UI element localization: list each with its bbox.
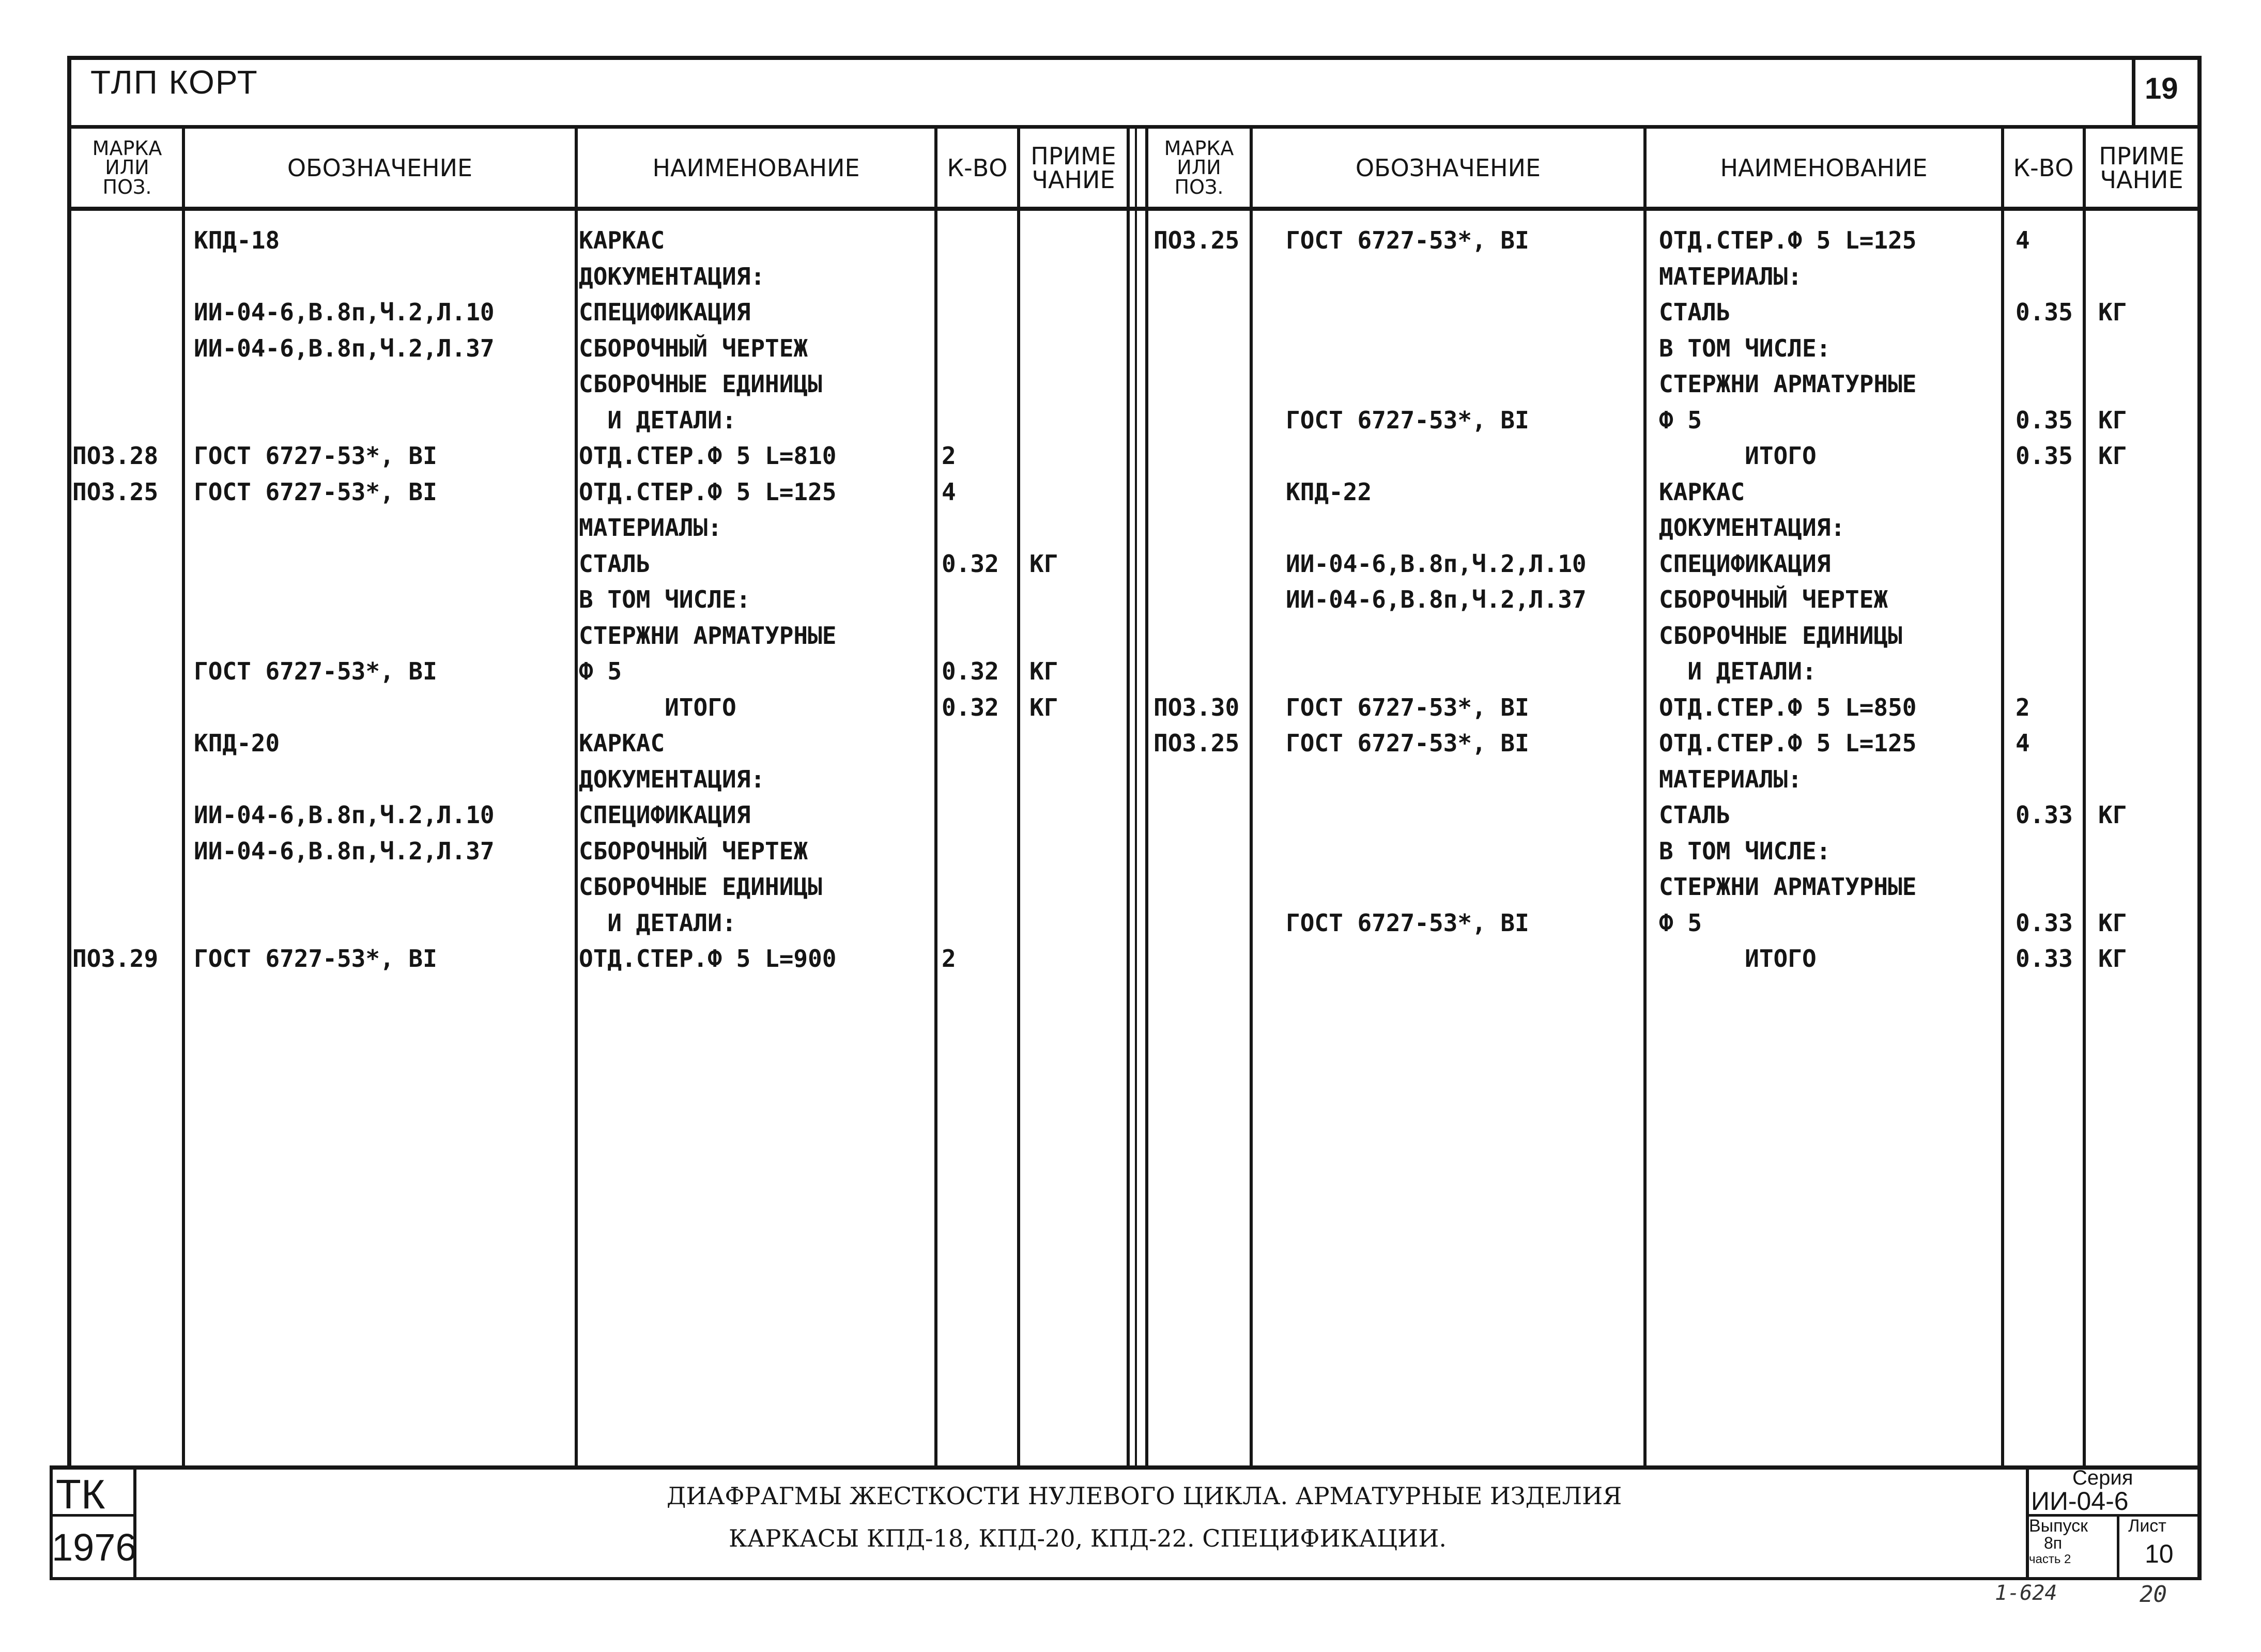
cell-designation: ИИ-04-6,В.8п,Ч.2,Л.10 [1286,549,1587,578]
cell-name: ДОКУМЕНТАЦИЯ: [579,765,765,793]
cell-mark: ПОЗ.28 [72,442,159,470]
cell-name: МАТЕРИАЛЫ: [1659,765,1802,793]
cell-qty: 0.35 [2016,442,2073,470]
cell-name: ИТОГО [1659,945,1817,972]
cell-mark: ПОЗ.25 [72,477,159,506]
cell-name: СТАЛЬ [1659,801,1731,829]
cell-qty: 0.33 [2016,908,2073,937]
cell-name: ОТД.СТЕР.Ф 5 L=810 [579,442,837,470]
cell-name: И ДЕТАЛИ: [1659,657,1817,685]
inventory-number: 1-624 [1995,1581,2057,1605]
cell-name: И ДЕТАЛИ: [579,406,736,434]
cell-qty: 0.32 [942,657,999,685]
header-name: НАИМЕНОВАНИЕ [1720,154,1928,182]
cell-note: КГ [2098,945,2127,972]
cell-designation: КПД-20 [194,729,280,757]
drawing-title-line-2: КАРКАСЫ КПД-18, КПД-20, КПД-22. СПЕЦИФИКАЦИИ. [729,1524,1447,1552]
cell-name: В ТОМ ЧИСЛЕ: [1659,334,1831,362]
cell-name: Ф 5 [1659,908,1702,937]
cell-name: СБОРОЧНЫЕ ЕДИНИЦЫ [579,370,822,398]
cell-name: МАТЕРИАЛЫ: [1659,262,1802,290]
cell-designation: ИИ-04-6,В.8п,Ч.2,Л.37 [194,334,495,362]
cell-name: СПЕЦИФИКАЦИЯ [579,801,751,829]
cell-name: ИТОГО [579,693,736,721]
cell-qty: 0.32 [942,549,999,578]
cell-designation: КПД-18 [194,226,280,254]
cell-note: КГ [2098,801,2127,829]
cell-mark: ПОЗ.29 [72,945,159,972]
cell-qty: 2 [942,442,956,470]
cell-name: СТАЛЬ [1659,298,1731,326]
cell-note: КГ [1029,549,1058,578]
cell-designation: ИИ-04-6,В.8п,Ч.2,Л.10 [194,801,495,829]
cell-name: СПЕЦИФИКАЦИЯ [579,298,751,326]
issue-value: 8п [2044,1534,2063,1552]
cell-name: Ф 5 [579,657,622,685]
cell-qty: 2 [2016,693,2030,721]
cell-designation: ИИ-04-6,В.8п,Ч.2,Л.37 [1286,585,1587,613]
cell-designation: ГОСТ 6727-53*, BI [194,442,437,470]
cell-name: СБОРОЧНЫЙ ЧЕРТЕЖ [1659,585,1888,613]
header-qty: К-ВО [2013,154,2074,182]
cell-name: В ТОМ ЧИСЛЕ: [1659,837,1831,865]
cell-note: КГ [1029,693,1058,721]
header-designation: ОБОЗНАЧЕНИЕ [1355,154,1541,182]
cell-note: КГ [2098,908,2127,937]
cell-qty: 0.35 [2016,298,2073,326]
cell-name: ДОКУМЕНТАЦИЯ: [1659,514,1845,542]
cell-qty: 0.35 [2016,406,2073,434]
org-stamp: ТЛП КОРТ [90,64,258,101]
cell-designation: ИИ-04-6,В.8п,Ч.2,Л.37 [194,837,495,865]
cell-mark: ПОЗ.25 [1153,226,1240,254]
drawing-title-line-1: ДИАФРАГМЫ ЖЕСТКОСТИ НУЛЕВОГО ЦИКЛА. АРМАТУРНЫЕ ИЗДЕЛИЯ [667,1482,1622,1510]
cell-note: КГ [1029,657,1058,685]
cell-name: В ТОМ ЧИСЛЕ: [579,585,751,613]
cell-name: СТЕРЖНИ АРМАТУРНЫЕ [1659,370,1917,398]
cell-name: И ДЕТАЛИ: [579,908,736,937]
header-mark: МАРКА ИЛИ ПОЗ. [1164,137,1234,198]
cell-name: КАРКАС [1659,477,1745,506]
series-label: Серия [2072,1466,2133,1489]
cell-name: СПЕЦИФИКАЦИЯ [1659,549,1831,578]
cell-qty: 0.33 [2016,945,2073,972]
header-qty: К-ВО [947,154,1008,182]
series-value: ИИ-04-6 [2031,1487,2129,1516]
cell-mark: ПОЗ.30 [1153,693,1240,721]
cell-designation: ГОСТ 6727-53*, BI [1286,729,1529,757]
cell-designation: ГОСТ 6727-53*, BI [1286,693,1529,721]
cell-name: ОТД.СТЕР.Ф 5 L=850 [1659,693,1917,721]
page-number: 20 [2140,1581,2167,1608]
cell-designation: ГОСТ 6727-53*, BI [194,657,437,685]
cell-name: СТЕРЖНИ АРМАТУРНЫЕ [1659,873,1917,901]
cell-designation: ГОСТ 6727-53*, BI [1286,226,1529,254]
cell-name: СБОРОЧНЫЙ ЧЕРТЕЖ [579,837,808,865]
header-note: ПРИМЕ ЧАНИЕ [2099,142,2185,194]
cell-qty: 4 [942,477,956,506]
cell-designation: КПД-22 [1286,477,1372,506]
cell-name: КАРКАС [579,226,665,254]
cell-designation: ГОСТ 6727-53*, BI [194,945,437,972]
cell-name: ДОКУМЕНТАЦИЯ: [579,262,765,290]
header-designation: ОБОЗНАЧЕНИЕ [287,154,473,182]
header-mark: МАРКА ИЛИ ПОЗ. [92,137,162,198]
cell-designation: ГОСТ 6727-53*, BI [1286,406,1529,434]
cell-name: СТЕРЖНИ АРМАТУРНЫЕ [579,621,837,650]
cell-name: СБОРОЧНЫЙ ЧЕРТЕЖ [579,334,808,362]
sheet-value: 10 [2145,1539,2174,1568]
header-name: НАИМЕНОВАНИЕ [652,154,860,182]
cell-qty: 4 [2016,729,2030,757]
cell-note: КГ [2098,298,2127,326]
cell-qty: 0.32 [942,693,999,721]
cell-name: МАТЕРИАЛЫ: [579,514,722,542]
cell-name: ИТОГО [1659,442,1817,470]
cell-name: Ф 5 [1659,406,1702,434]
org-code: ТК [56,1471,105,1517]
cell-note: КГ [2098,406,2127,434]
cell-name: СБОРОЧНЫЕ ЕДИНИЦЫ [579,873,822,901]
cell-name: ОТД.СТЕР.Ф 5 L=125 [1659,226,1917,254]
sheet-label: Лист [2128,1516,2166,1536]
cell-note: КГ [2098,442,2127,470]
cell-name: СБОРОЧНЫЕ ЕДИНИЦЫ [1659,621,1902,650]
sheet-number: 19 [2145,72,2178,105]
year: 1976 [52,1526,137,1569]
part-label: часть 2 [2029,1552,2071,1566]
cell-designation: ГОСТ 6727-53*, BI [1286,908,1529,937]
cell-name: СТАЛЬ [579,549,651,578]
cell-qty: 2 [942,945,956,972]
cell-name: ОТД.СТЕР.Ф 5 L=900 [579,945,837,972]
cell-name: КАРКАС [579,729,665,757]
cell-qty: 0.33 [2016,801,2073,829]
cell-name: ОТД.СТЕР.Ф 5 L=125 [1659,729,1917,757]
issue-label: Выпуск [2029,1516,2088,1536]
cell-qty: 4 [2016,226,2030,254]
cell-designation: ГОСТ 6727-53*, BI [194,477,437,506]
cell-name: ОТД.СТЕР.Ф 5 L=125 [579,477,837,506]
header-note: ПРИМЕ ЧАНИЕ [1030,142,1116,194]
cell-mark: ПОЗ.25 [1153,729,1240,757]
cell-designation: ИИ-04-6,В.8п,Ч.2,Л.10 [194,298,495,326]
